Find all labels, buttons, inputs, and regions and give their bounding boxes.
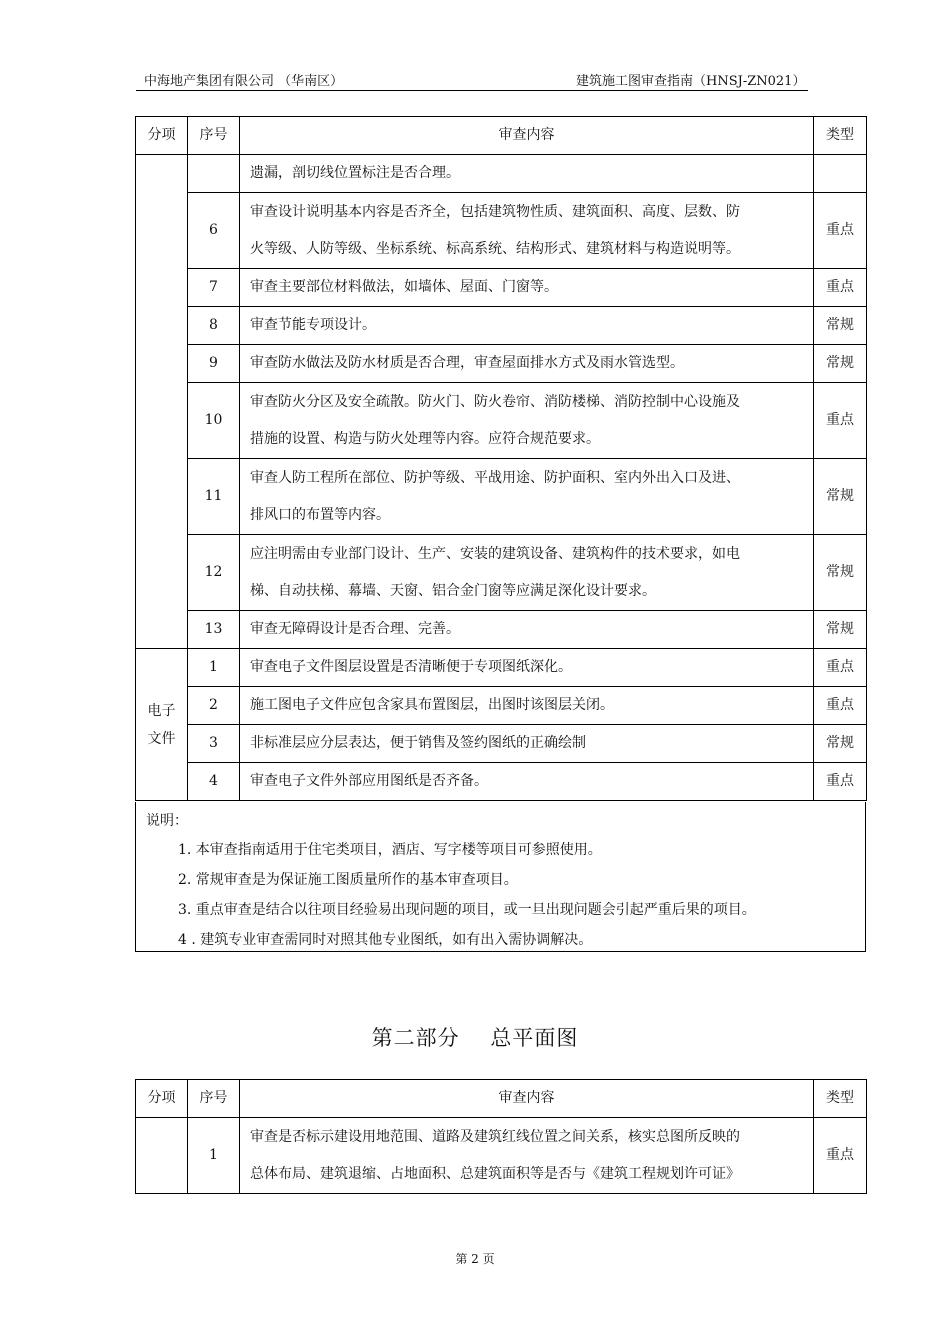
row-number: 9 [188,345,240,383]
row-type: 重点 [814,1118,867,1194]
table-row [136,155,867,193]
table-row [136,307,867,345]
note-item: 4 . 建筑专业审查需同时对照其他专业图纸，如有出入需协调解决。 [178,932,593,948]
header-document-title: 建筑施工图审查指南（HNSJ-ZN021） [576,74,806,89]
row-number: 12 [188,535,240,611]
review-table-1 [135,116,867,801]
row-content [240,459,814,535]
row-type: 重点 [814,649,867,687]
table-row [136,611,867,649]
category-label-line: 文件 [147,730,176,747]
table-row [136,687,867,725]
row-content: 审查无障碍设计是否合理、完善。 [240,611,814,649]
header-company: 中海地产集团有限公司 （华南区） [144,74,344,89]
row-content: 审查节能专项设计。 [240,307,814,345]
table-header-row [136,117,867,155]
row-type [814,155,867,193]
row-content-line: 梯、自动扶梯、幕墙、天窗、铝合金门窗等应满足深化设计要求。 [250,582,656,599]
col-header-number: 序号 [188,1080,240,1118]
category-cell-continued [136,155,188,649]
row-type: 常规 [814,725,867,763]
col-header-content: 审查内容 [240,1080,814,1118]
row-content [240,535,814,611]
row-type: 重点 [814,763,867,801]
table-row [136,763,867,801]
col-header-content: 审查内容 [240,117,814,155]
table-row [136,345,867,383]
row-content-line: 审查人防工程所在部位、防护等级、平战用途、防护面积、室内外出入口及进、 [250,469,740,486]
col-header-type: 类型 [814,1080,867,1118]
category-cell [136,1118,188,1194]
row-number: 4 [188,763,240,801]
col-header-number: 序号 [188,117,240,155]
table-row [136,725,867,763]
row-type: 常规 [814,345,867,383]
row-content: 施工图电子文件应包含家具布置图层，出图时该图层关闭。 [240,687,814,725]
row-number: 11 [188,459,240,535]
row-content: 审查防水做法及防水材质是否合理，审查屋面排水方式及雨水管选型。 [240,345,814,383]
row-content [240,383,814,459]
row-number: 7 [188,269,240,307]
row-number [188,155,240,193]
table-row [136,269,867,307]
col-header-category: 分项 [136,117,188,155]
row-number: 10 [188,383,240,459]
table-row [136,535,867,611]
row-number: 2 [188,687,240,725]
category-label-line: 电子 [147,702,176,719]
notes-label: 说明： [146,813,188,829]
table-row [136,383,867,459]
row-content-line: 应注明需由专业部门设计、生产、安装的建筑设备、建筑构件的技术要求，如电 [250,545,740,562]
row-content-line: 措施的设置、构造与防火处理等内容。应符合规范要求。 [250,430,600,447]
row-content [240,1118,814,1194]
row-content-line: 总体布局、建筑退缩、占地面积、总建筑面积等是否与《建筑工程规划许可证》 [250,1165,740,1182]
row-content [240,193,814,269]
row-type: 重点 [814,269,867,307]
row-content: 审查电子文件外部应用图纸是否齐备。 [240,763,814,801]
row-type: 常规 [814,535,867,611]
row-content-line: 火等级、人防等级、坐标系统、标高系统、结构形式、建筑材料与构造说明等。 [250,240,740,257]
category-cell-electronic-files [136,649,188,801]
row-number: 8 [188,307,240,345]
row-content: 非标准层应分层表达，便于销售及签约图纸的正确绘制 [240,725,814,763]
row-number: 13 [188,611,240,649]
row-type: 重点 [814,383,867,459]
row-number: 6 [188,193,240,269]
table-row [136,1118,867,1194]
row-type: 常规 [814,611,867,649]
row-type: 常规 [814,459,867,535]
col-header-type: 类型 [814,117,867,155]
row-content-line: 审查是否标示建设用地范围、道路及建筑红线位置之间关系，核实总图所反映的 [250,1128,740,1145]
note-item: 2. 常规审查是为保证施工图质量所作的基本审查项目。 [178,872,518,888]
section-title: 第二部分 总平面图 [371,1026,579,1050]
row-type: 重点 [814,687,867,725]
table-row [136,459,867,535]
row-content: 审查主要部位材料做法，如墙体、屋面、门窗等。 [240,269,814,307]
row-content-line: 排风口的布置等内容。 [250,506,390,523]
row-type: 重点 [814,193,867,269]
notes-box [135,802,866,952]
note-item: 1. 本审查指南适用于住宅类项目，酒店、写字楼等项目可参照使用。 [178,842,602,858]
page-footer: 第 2 页 [455,1252,495,1266]
table-row [136,193,867,269]
review-table-2 [135,1079,867,1194]
table-header-row [136,1080,867,1118]
row-content: 遗漏，剖切线位置标注是否合理。 [240,155,814,193]
row-content-line: 审查设计说明基本内容是否齐全，包括建筑物性质、建筑面积、高度、层数、防 [250,203,740,220]
row-content-line: 审查防火分区及安全疏散。防火门、防火卷帘、消防楼梯、消防控制中心设施及 [250,393,740,410]
row-number: 3 [188,725,240,763]
col-header-category: 分项 [136,1080,188,1118]
table-row [136,649,867,687]
row-number: 1 [188,1118,240,1194]
row-number: 1 [188,649,240,687]
row-content: 审查电子文件图层设置是否清晰便于专项图纸深化。 [240,649,814,687]
row-type: 常规 [814,307,867,345]
header-divider [136,90,808,91]
note-item: 3. 重点审查是结合以往项目经验易出现问题的项目，或一旦出现问题会引起严重后果的项目。 [178,902,756,918]
